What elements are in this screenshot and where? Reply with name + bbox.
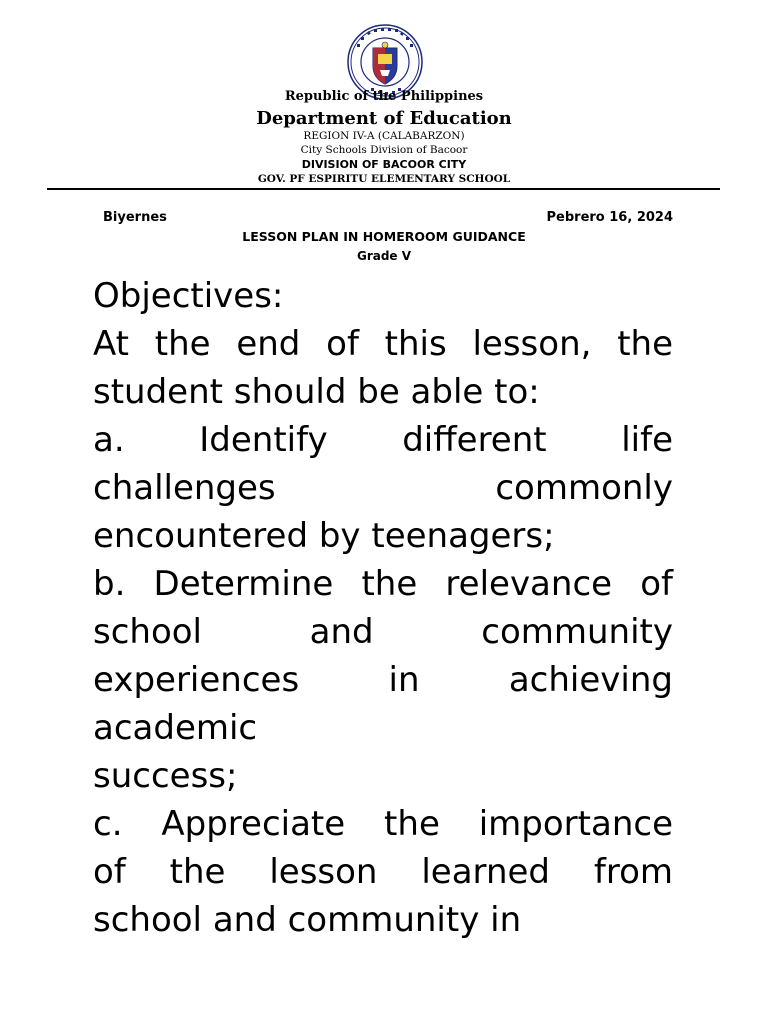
- objective-b-line: academic: [93, 708, 258, 748]
- objective-a-line: a. Identify different life: [93, 420, 673, 460]
- body-line: At the end of this lesson, the: [93, 324, 673, 364]
- lesson-title: LESSON PLAN IN HOMEROOM GUIDANCE: [242, 229, 526, 244]
- header-divider: [47, 188, 720, 190]
- objective-b-line: experiences in achieving: [93, 660, 673, 700]
- republic-heading: Republic of the Philippines: [284, 89, 484, 104]
- department-heading: Department of Education: [256, 108, 512, 129]
- objective-b-line: b. Determine the relevance of: [93, 564, 673, 604]
- objectives-heading: Objectives:: [93, 276, 284, 316]
- objective-b-line: school and community: [93, 612, 673, 652]
- lesson-date: Pebrero 16, 2024: [546, 210, 673, 225]
- objective-b-line: success;: [93, 756, 238, 796]
- objectives-body: [93, 272, 673, 944]
- objective-c-line: of the lesson learned from: [93, 852, 673, 892]
- region-heading: REGION IV-A (CALABARZON): [303, 130, 465, 142]
- lesson-day: Biyernes: [103, 210, 167, 225]
- objective-c-line: school and community in: [93, 900, 522, 940]
- objective-c-line: c. Appreciate the importance: [93, 804, 673, 844]
- body-line: student should be able to:: [93, 372, 540, 412]
- division-heading: DIVISION OF BACOOR CITY: [301, 158, 467, 171]
- objective-a-line: challenges commonly: [93, 468, 673, 508]
- school-heading: GOV. PF ESPIRITU ELEMENTARY SCHOOL: [257, 173, 511, 185]
- grade-level: Grade V: [356, 249, 412, 263]
- objective-a-line: encountered by teenagers;: [93, 516, 555, 556]
- city-division-heading: City Schools Division of Bacoor: [300, 144, 468, 156]
